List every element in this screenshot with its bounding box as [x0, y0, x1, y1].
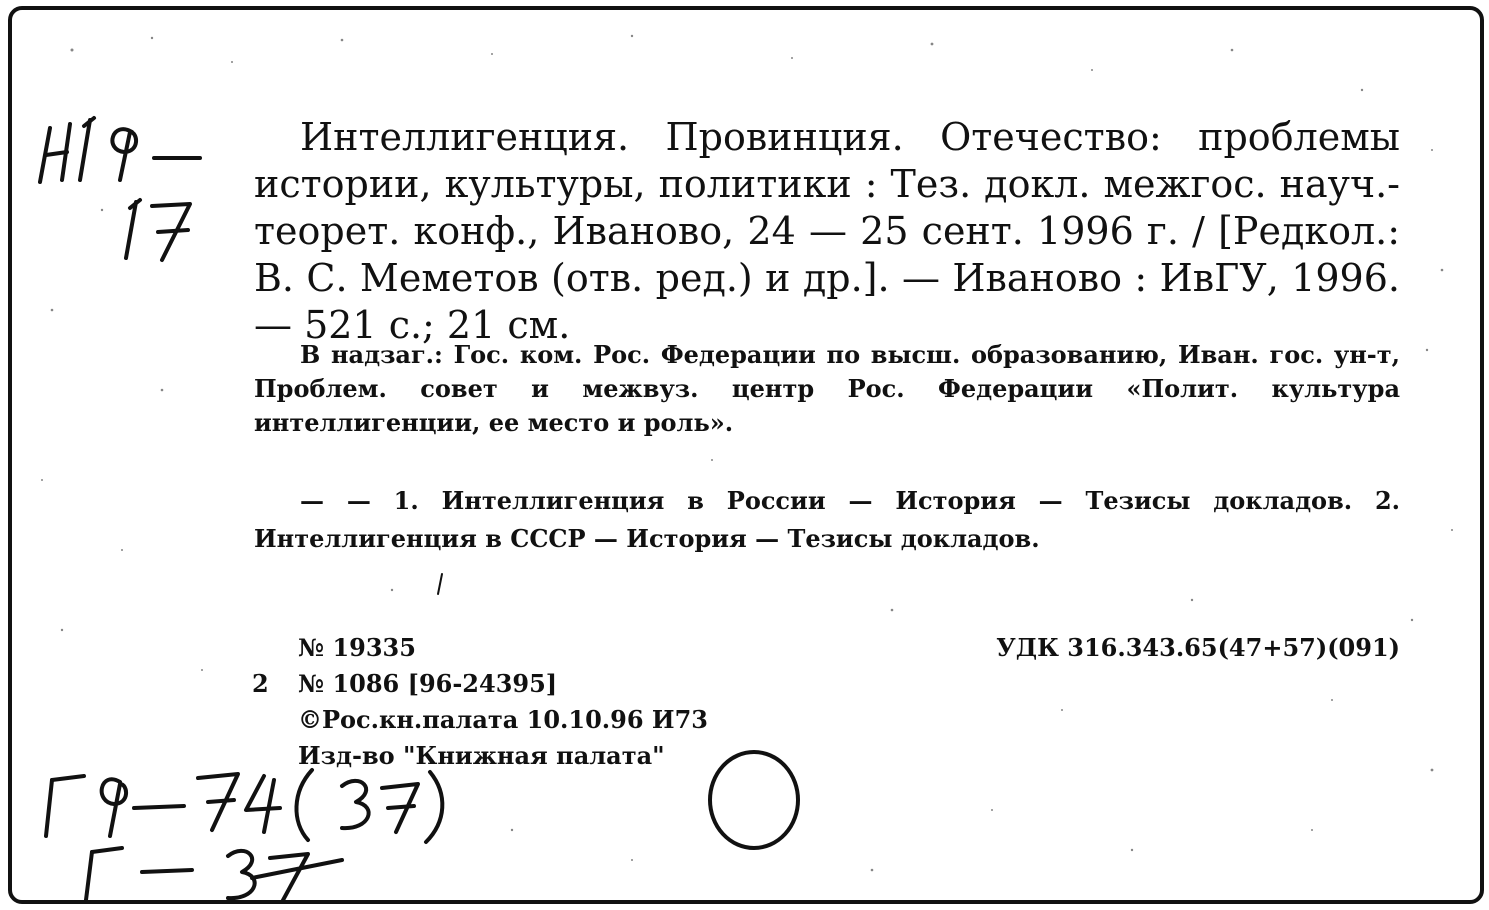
copy-count: 2 — [252, 669, 269, 698]
stray-mark — [438, 574, 442, 594]
bibliographic-title: Интеллигенция. Провинция. Отечество: проблемы истории, культуры, политики : Тез. докл. межгос. науч.-теорет. конф., Иваново, 24 — 25 сент. 1996 г. / [Редкол.: В. С. Меметов (отв. ред.) и др.]. — Иваново : ИвГУ, 1996. — 521 с.; 21 см. — [254, 115, 1400, 347]
number-line-3 — [252, 702, 852, 738]
subject-headings: — — 1. Интеллигенция в России — История — Тезисы докладов. 2. Интеллигенция в СССР — История — Тезисы докладов. — [254, 486, 1400, 553]
catalog-card — [8, 6, 1484, 904]
number-line-2 — [252, 666, 852, 702]
order-number: № 1086 [96-24395] — [298, 669, 558, 698]
publisher-line: Изд-во "Книжная палата" — [298, 741, 665, 770]
header-note: В надзаг.: Гос. ком. Рос. Федерации по высш. образованию, Иван. гос. ун-т, Проблем. совет и межвуз. центр Рос. Федерации «Полит. культура интеллигенции, ее место и роль». — [254, 340, 1400, 437]
handwritten-shelfmark-bottom — [46, 770, 442, 900]
card-number: № 19335 — [298, 633, 416, 662]
udk-code: УДК 316.343.65(47+57)(091) — [996, 633, 1400, 662]
registration-numbers — [252, 630, 852, 774]
number-line-4 — [252, 738, 852, 774]
handwritten-shelfmark-top — [40, 118, 200, 260]
number-line-1 — [252, 630, 852, 666]
copyright-line: ©Рос.кн.палата 10.10.96 И73 — [298, 705, 708, 734]
